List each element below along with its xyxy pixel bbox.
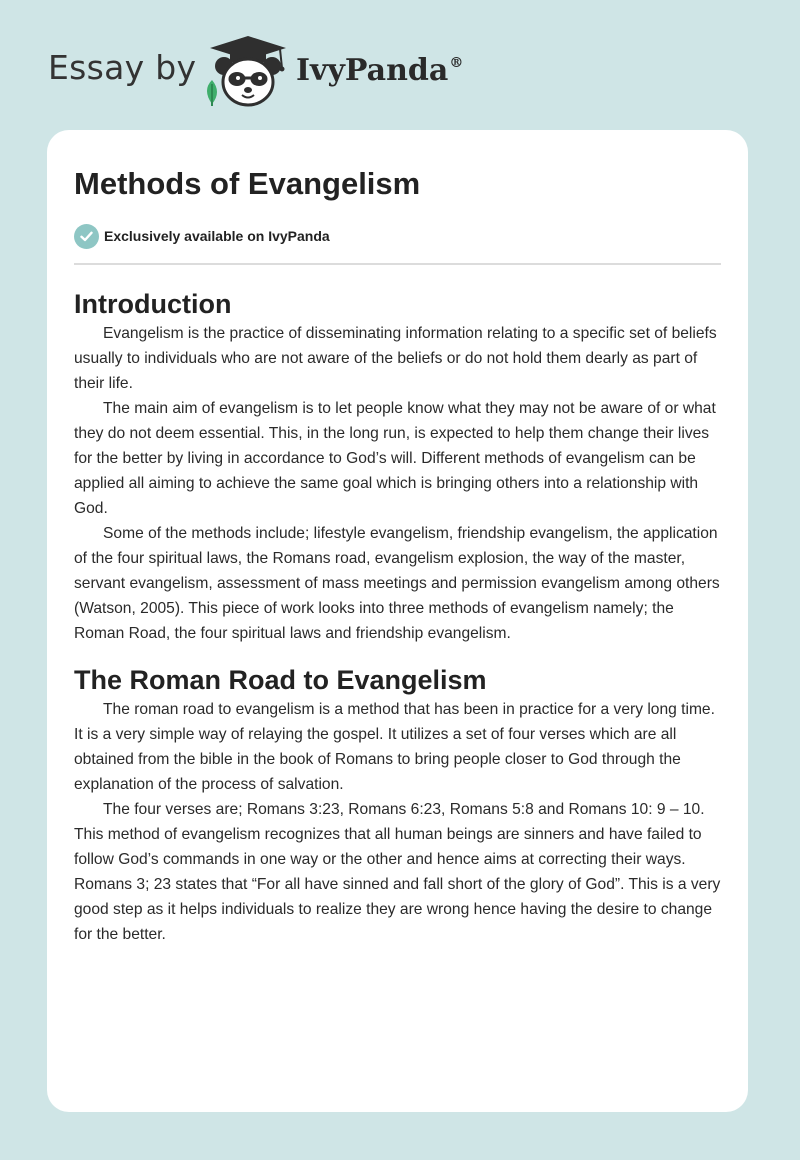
article-card [47, 130, 748, 1112]
paragraph: The four verses are; Romans 3:23, Romans 6:23, Romans 5:8 and Romans 10: 9 – 10. This method of evangelism recognizes that all human beings are sinners and have failed to follow God’s commands in one way or the other and hence aims at correcting their ways. Romans 3; 23 states that “For all have sinned and fall short of the glory of God”. This is a very good step as it helps individuals to realize they are wrong hence having the desire to change for the better. [74, 801, 721, 943]
panda-logo-icon[interactable] [200, 34, 296, 110]
brand-name[interactable]: IvyPanda® [296, 53, 464, 88]
brand-prefix: Essay by [48, 48, 197, 87]
section-heading-roman-road: The Roman Road to Evangelism [74, 665, 487, 695]
site-header [0, 0, 800, 128]
paragraph: The roman road to evangelism is a method that has been in practice for a very long time. It is a very simple way of relaying the gospel. It utilizes a set of four verses which are all obtained from the bible in the book of Romans to bring people closer to God through the explanation of the process of salvation. [74, 701, 715, 793]
paragraph: Some of the methods include; lifestyle evangelism, friendship evangelism, the application of the four spiritual laws, the Romans road, evangelism explosion, the way of the master, servant evangelism, assessment of mass meetings and permission evangelism among others (Watson, 2005). This piece of work looks into three methods of evangelism namely; the Roman Road, the four spiritual laws and friendship evangelism. [74, 525, 720, 642]
paragraph: The main aim of evangelism is to let people know what they may not be aware of or what they do not deem essential. This, in the long run, is expected to help them change their lives for the better by living in accordance to God’s will. Different methods of evangelism can be applied all aiming to achieve the same goal which is bringing others into a relationship with God. [74, 400, 716, 517]
section-heading-introduction: Introduction [74, 289, 232, 319]
paragraph: Evangelism is the practice of disseminating information relating to a specific set of beliefs usually to individuals who are not aware of the beliefs or do not hold them dearly as part of their life. [74, 325, 717, 392]
check-badge-icon [74, 224, 99, 249]
page-title: Methods of Evangelism [74, 166, 421, 201]
divider [74, 263, 721, 265]
exclusive-badge [74, 222, 721, 250]
exclusive-label: Exclusively available on IvyPanda [104, 228, 330, 244]
